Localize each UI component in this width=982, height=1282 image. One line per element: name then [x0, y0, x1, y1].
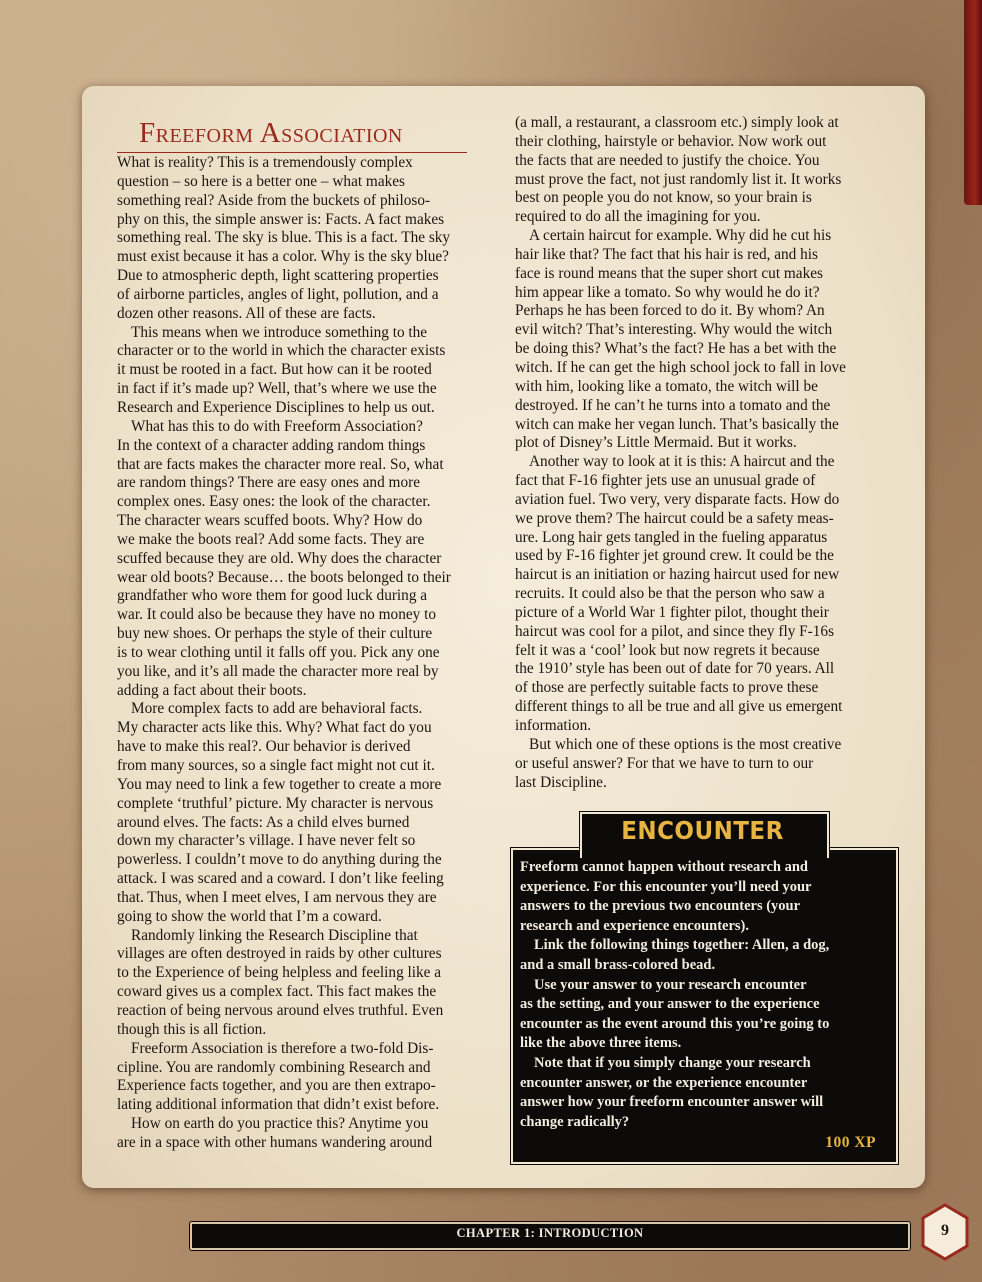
- text-line: cipline. You are randomly combining Research and: [117, 1058, 431, 1076]
- page-number: 9: [941, 1222, 949, 1239]
- text-line: scuffed because they are old. Why does the character: [117, 549, 442, 567]
- text-line: Freeform Association is therefore a two-fold Dis-: [131, 1039, 434, 1057]
- section-title: Freeform Association: [139, 117, 403, 149]
- text-line: something real. The sky is blue. This is a fact. The sky: [117, 229, 451, 247]
- text-line: encounter answer, or the experience encounter: [520, 1074, 808, 1091]
- text-line: down my character’s village. I have never felt so: [117, 832, 416, 850]
- encounter-body: [520, 858, 890, 1132]
- text-line: Use your answer to your research encounter: [534, 976, 807, 993]
- text-line: complete ‘truthful’ picture. My character is nervous: [117, 794, 434, 812]
- text-line: My character acts like this. Why? What fact do you: [117, 719, 432, 737]
- text-line: question – so here is a better one – what makes: [117, 172, 406, 190]
- text-line: experience. For this encounter you’ll need your: [520, 878, 812, 895]
- text-line: Due to atmospheric depth, light scattering properties: [117, 267, 439, 285]
- text-line: face is round means that the super short cut makes: [515, 264, 823, 282]
- text-line: encounter as the event around this you’re going to: [520, 1015, 830, 1032]
- text-line: from many sources, so a single fact might not cut it.: [117, 757, 435, 774]
- text-line: attack. I was scared and a coward. I don’t like feeling: [117, 870, 444, 888]
- left-column-text: [117, 154, 489, 1153]
- text-line: it must be rooted in a fact. But how can it be rooted: [117, 361, 432, 379]
- text-line: answers to the previous two encounters (your: [520, 898, 801, 915]
- text-line: best on people you do not know, so your brain is: [515, 189, 812, 207]
- text-line: haircut is an initiation or hazing haircut used for new: [515, 566, 840, 584]
- text-line: ure. Long hair gets tangled in the fueling apparatus: [515, 528, 828, 546]
- text-line: though this is all fiction.: [117, 1020, 267, 1038]
- text-line: adding a fact about their boots.: [117, 681, 307, 699]
- text-line: information.: [515, 717, 592, 734]
- left-column: [117, 114, 489, 1153]
- text-line: powerless. I couldn’t move to do anything during the: [117, 851, 442, 869]
- text-line: change radically?: [520, 1113, 630, 1130]
- text-line: Randomly linking the Research Discipline that: [131, 926, 418, 944]
- text-line: phy on this, the simple answer is: Facts. A fact makes: [117, 210, 445, 228]
- text-line: buy new shoes. Or perhaps the style of their culture: [117, 625, 433, 643]
- text-line: What has this to do with Freeform Association?: [131, 417, 423, 435]
- text-line: as the setting, and your answer to the experience: [520, 996, 820, 1013]
- text-line: Another way to look at it is this: A haircut and the: [529, 453, 835, 471]
- text-line: research and experience encounters).: [520, 917, 749, 934]
- text-line: the 1910’ style has been out of date for 70 years. All: [515, 660, 835, 678]
- text-line: grandfather who wore them for good luck during a: [117, 587, 428, 605]
- text-line: something real? Aside from the buckets of philoso-: [117, 191, 431, 209]
- text-line: lating additional information that didn’t exist before.: [117, 1096, 440, 1114]
- text-line: are in a space with other humans wandering around: [117, 1133, 433, 1151]
- text-line: wear old boots? Because… the boots belonged to their: [117, 568, 451, 586]
- text-line: that are facts makes the character more real. So, what: [117, 455, 444, 473]
- text-line: required to do all the imagining for you.: [515, 208, 761, 226]
- text-line: plot of Disney’s Little Mermaid. But it works.: [515, 434, 797, 452]
- text-line: must exist because it has a color. Why is the sky blue?: [117, 248, 449, 266]
- text-line: haircut was cool for a pilot, and since they fly F-16s: [515, 622, 835, 640]
- text-line: answer how your freeform encounter answer will: [520, 1094, 824, 1111]
- text-line: be doing this? What’s the fact? He has a bet with the: [515, 340, 837, 358]
- text-line: hair like that? The fact that his hair is red, and his: [515, 245, 819, 263]
- text-line: dozen other reasons. All of these are facts.: [117, 304, 376, 322]
- text-line: evil witch? That’s interesting. Why would the witch: [515, 321, 833, 339]
- text-line: How on earth do you practice this? Anytime you: [131, 1115, 429, 1133]
- text-line: villages are often destroyed in raids by other cultures: [117, 945, 442, 963]
- text-line: Link the following things together: Allen, a dog,: [534, 937, 830, 954]
- text-line: Perhaps he has been forced to do it. By whom? An: [515, 302, 825, 320]
- text-line: the facts that are needed to justify the choice. You: [515, 151, 820, 169]
- text-line: You may need to link a few together to create a more: [117, 775, 442, 793]
- text-line: like the above three items.: [520, 1035, 682, 1052]
- text-line: have to make this real?. Our behavior is derived: [117, 738, 411, 756]
- text-line: war. It could also be because they have no money to: [117, 606, 437, 624]
- right-column-text: [515, 114, 887, 792]
- text-line: witch. If he can get the high school jock to fall in love: [515, 358, 846, 376]
- text-line: Research and Experience Disciplines to help us out.: [117, 398, 435, 416]
- text-line: around elves. The facts: As a child elves burned: [117, 813, 410, 831]
- text-line: their clothing, hairstyle or behavior. Now work out: [515, 132, 827, 150]
- text-line: (a mall, a restaurant, a classroom etc.) simply look at: [515, 114, 839, 131]
- title-rule: [117, 152, 467, 153]
- chapter-label: CHAPTER 1: INTRODUCTION: [456, 1226, 644, 1240]
- text-line: in fact if it’s made up? Well, that’s where we use the: [117, 380, 437, 398]
- right-column: [515, 114, 887, 792]
- text-line: coward gives us a complex fact. This fact makes the: [117, 983, 437, 1001]
- text-line: with him, looking like a tomato, the witch will be: [515, 377, 818, 395]
- text-line: In the context of a character adding random things: [117, 436, 426, 454]
- edge-ribbon: [964, 0, 982, 205]
- text-line: More complex facts to add are behavioral facts.: [131, 700, 423, 718]
- text-line: we prove them? The haircut could be a safety meas-: [515, 509, 834, 527]
- text-line: you like, and it’s all made the character more real by: [117, 662, 439, 680]
- text-line: Experience facts together, and you are then extrapo-: [117, 1077, 436, 1095]
- text-line: different things to all be true and all give us emergent: [515, 698, 843, 716]
- text-line: recruits. It could also be that the person who saw a: [515, 585, 825, 603]
- text-line: A certain haircut for example. Why did he cut his: [529, 227, 832, 245]
- text-line: But which one of these options is the most creative: [529, 735, 842, 753]
- text-line: used by F-16 fighter jet ground crew. It could be the: [515, 547, 834, 565]
- text-line: of those are perfectly suitable facts to prove these: [515, 679, 819, 697]
- text-line: or useful answer? For that we have to turn to our: [515, 754, 814, 772]
- text-line: witch can make her vegan lunch. That’s basically the: [515, 415, 839, 433]
- text-line: picture of a World War 1 fighter pilot, thought their: [515, 603, 829, 621]
- text-line: is to wear clothing until it falls off you. Pick any one: [117, 643, 440, 661]
- text-line: Freeform cannot happen without research and: [520, 859, 808, 875]
- text-line: The character wears scuffed boots. Why? How do: [117, 512, 423, 530]
- text-line: going to show the world that I’m a coward.: [117, 907, 382, 925]
- text-line: we make the boots real? Add some facts. They are: [117, 530, 425, 548]
- text-line: fact that F-16 fighter jets use an unusual grade of: [515, 472, 816, 490]
- text-line: to the Experience of being helpless and feeling like a: [117, 964, 442, 982]
- text-line: of airborne particles, angles of light, pollution, and a: [117, 285, 439, 303]
- text-line: reaction of being nervous around elves truthful. Even: [117, 1001, 444, 1019]
- text-line: felt it was a ‘cool’ look but now regrets it because: [515, 641, 820, 659]
- text-line: must prove the fact, not just randomly list it. It works: [515, 170, 842, 188]
- text-line: him appear like a tomato. So why would he do it?: [515, 283, 820, 301]
- text-line: What is reality? This is a tremendously complex: [117, 154, 413, 171]
- text-line: and a small brass-colored bead.: [520, 956, 716, 973]
- encounter-title: ENCOUNTER: [621, 816, 784, 845]
- text-line: are random things? There are easy ones and more: [117, 474, 420, 492]
- text-line: This means when we introduce something to the: [131, 323, 428, 341]
- text-line: aviation fuel. Two very, very disparate facts. How do: [515, 490, 840, 508]
- text-line: destroyed. If he can’t he turns into a tomato and the: [515, 396, 831, 414]
- text-line: Note that if you simply change your research: [534, 1054, 811, 1071]
- text-line: last Discipline.: [515, 773, 607, 791]
- text-line: that. Thus, when I meet elves, I am nervous they are: [117, 888, 437, 906]
- text-line: complex ones. Easy ones: the look of the character.: [117, 493, 431, 511]
- encounter-xp: 100 XP: [825, 1134, 876, 1151]
- text-line: character or to the world in which the character exists: [117, 342, 446, 360]
